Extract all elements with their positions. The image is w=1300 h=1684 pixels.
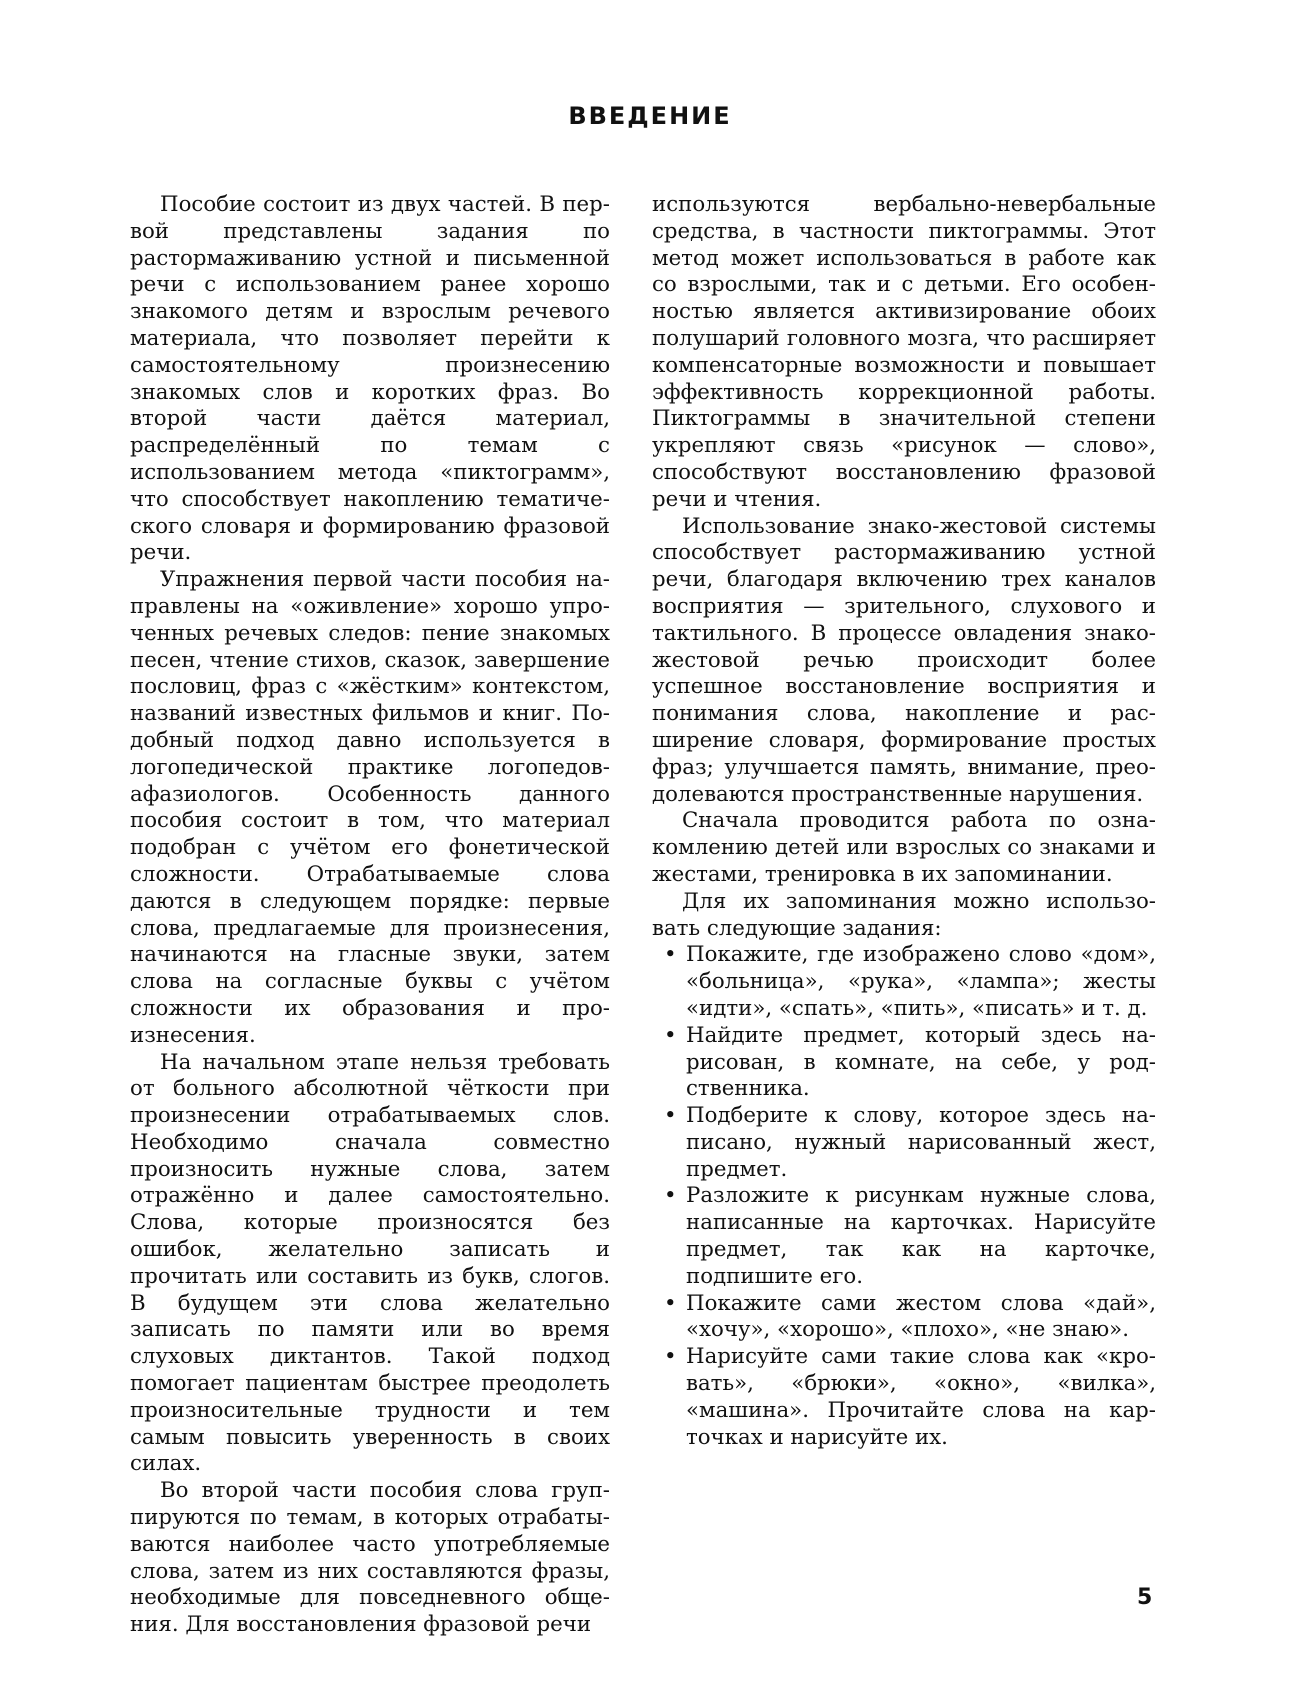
paragraph-continuation: используются вербально-невербальные средства, в частности пиктограммы. Этот метод может использоваться в работе как со взрослыми, так и с детьми. Его особенностью является активизирование обоих полушарий головного мозга, что расширяет компенсаторные возможности и повышает эффективность коррекционной работы. Пиктограммы в значительной степени укрепляют связь «рисунок — слово», способствуют восстановлению фразовой речи и чтения. [652, 192, 1156, 512]
list-item: • Нарисуйте сами такие слова как «кровать», «брюки», «окно», «вилка», «машина». Прочитайте слова на карточках и нарисуйте их. [686, 1344, 1156, 1451]
page-title: ВВЕДЕНИЕ [568, 102, 732, 131]
paragraph: Сначала проводится работа по ознакомлению детей или взрослых со знаками и жестами, тренировка в их запоминании. [652, 808, 1156, 887]
list-item: • Покажите сами жестом слова «дай», «хочу», «хорошо», «плохо», «не знаю». [686, 1291, 1156, 1345]
page-number: 5 [1137, 1585, 1153, 1610]
left-column [130, 192, 610, 1639]
list-item: • Покажите, где изображено слово «дом», «больница», «рука», «лампа»; жесты «идти», «спать», «пить», «писать» и т. д. [686, 942, 1156, 1022]
paragraph: Использование знако-жестовой системы способствует растормаживанию устной речи, благодаря включению трех каналов восприятия — зрительного, слухового и тактильного. В процессе овладения знако-жестовой речью происходит более успешное восстановление восприятия и понимания слова, накопление и расширение словаря, формирование простых фраз; улучшается память, внимание, преодолеваются пространственные нарушения. [652, 513, 1156, 807]
paragraph: На начальном этапе нельзя требовать от больного абсолютной чёткости при произнесении отрабатываемых слов. Необходимо сначала совместно произносить нужные слова, затем отражённо и далее самостоятельно. Слова, которые произносятся без ошибок, желательно записать и прочитать или составить из букв, слогов. В будущем эти слова желательно записать по памяти или во время слуховых диктантов. Такой подход помогает пациентам быстрее преодолеть произносительные трудности и тем самым повысить уверенность в своих силах. [130, 1049, 610, 1477]
list-item: • Разложите к рисункам нужные слова, написанные на карточках. Нарисуйте предмет, так как на карточке, подпишите его. [686, 1183, 1156, 1290]
paragraph: Пособие состоит из двух частей. В первой представлены задания по растормаживанию устной и письменной речи с использованием ранее хорошо знакомого детям и взрослым речевого материала, что позволяет перейти к самостоятельному произнесению знакомых слов и коротких фраз. Во второй части даётся материал, распределённый по темам с использованием метода «пиктограмм», что способствует накоплению тематического словаря и формированию фразовой речи. [130, 192, 610, 566]
paragraph: Во второй части пособия слова группируются по темам, в которых отрабатываются наиболее часто употребляемые слова, затем из них составляются фразы, необходимые для повседневного общения. Для восстановления фразовой речи [130, 1478, 610, 1638]
list-item: • Подберите к слову, которое здесь написано, нужный нарисованный жест, предмет. [686, 1103, 1156, 1183]
task-list [652, 942, 1156, 1451]
right-column [652, 192, 1156, 1451]
paragraph: Упражнения первой части пособия направлены на «оживление» хорошо упроченных речевых следов: пение знакомых песен, чтение стихов, сказок, завершение пословиц, фраз с «жёстким» контекстом, названий известных фильмов и книг. Подобный подход давно используется в логопедической практике логопедов-афазиологов. Особенность данного пособия состоит в том, что материал подобран с учётом его фонетической сложности. Отрабатываемые слова даются в следующем порядке: первые слова, предлагаемые для произнесения, начинаются на гласные звуки, затем слова на согласные буквы с учётом сложности их образования и произнесения. [130, 567, 610, 1048]
paragraph: Для их запоминания можно использовать следующие задания: [652, 888, 1156, 941]
list-item: • Найдите предмет, который здесь нарисован, в комнате, на себе, у родственника. [686, 1023, 1156, 1103]
